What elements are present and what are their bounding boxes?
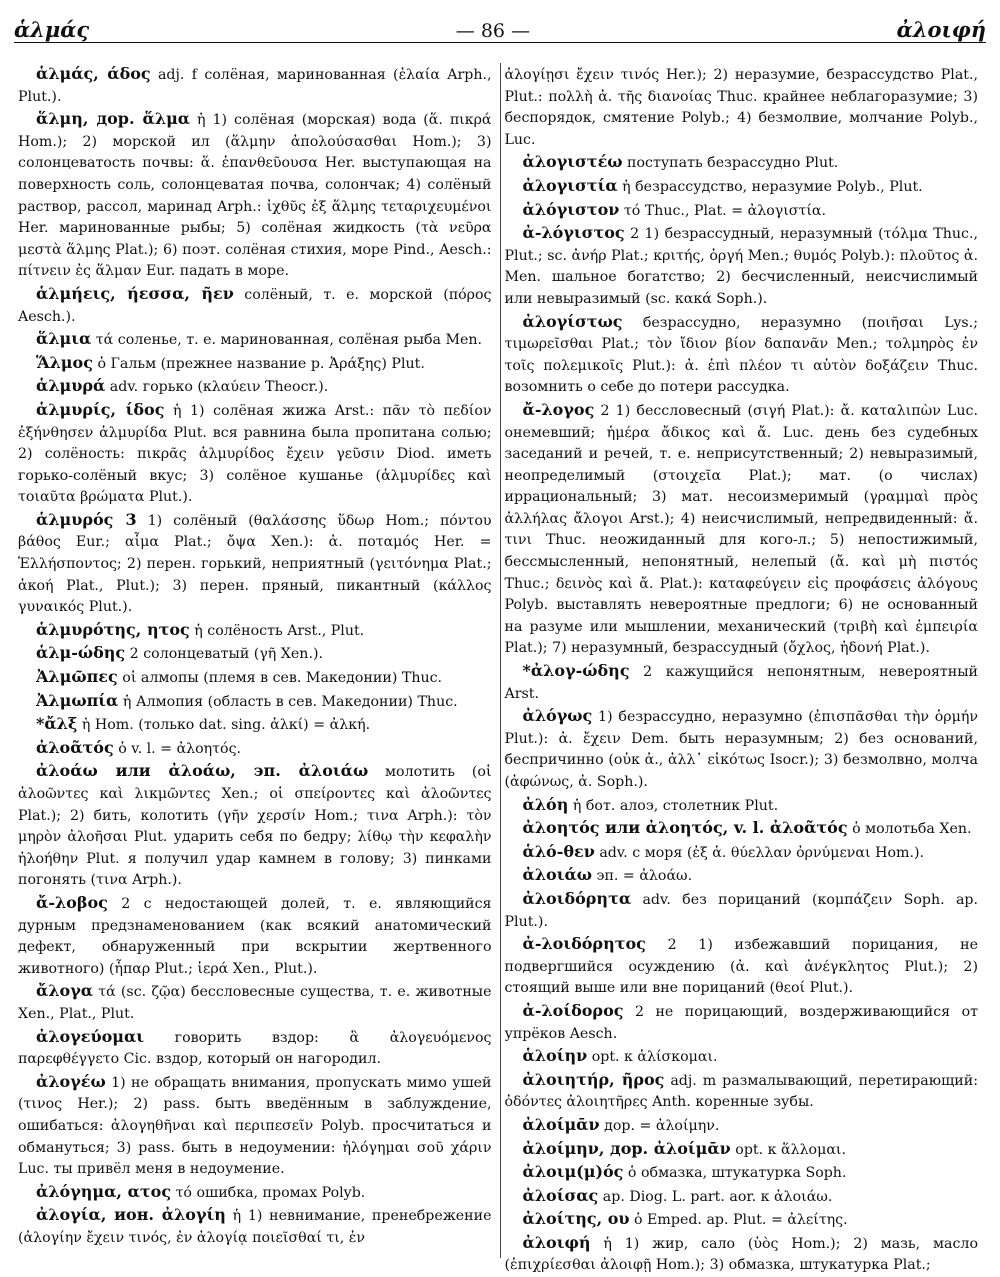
dictionary-entry xyxy=(505,933,979,1000)
entry-definition: молотить (οἱ ἀλοῶντες καὶ λικμῶντες Xen.; οἱ σπείροντες καὶ ἀλοῶντες Plat.); 2) бить, колотить (γῆν χερσίν Hom.; τινα Arph.): τὸν μηρὸν ἀλοῆσαι Plut. ударить себя по бедру; λίθῳ τὴν κεφαλὴν ἠλοήθην Plut. я получил удар камнем в голову; 3) пинками погонять (τινα Arph.). xyxy=(18,764,492,889)
entry-headword: ἀλοιμ(μ)ός xyxy=(522,1162,624,1182)
dictionary-entry xyxy=(18,352,492,376)
entry-headword: ἁλοίην xyxy=(522,1046,588,1066)
entry-definition: ἡ 1) невнимание, пренебрежение (ἀλογίην ἔχειν τινός, ἐν ἀλογίᾳ ποιεῖσθαί τι, ἐν xyxy=(18,1208,492,1246)
entry-headword: ἀλοίσας xyxy=(522,1185,599,1205)
dictionary-entry xyxy=(18,509,492,619)
entry-headword: ἀλογιστέω xyxy=(522,152,623,172)
dictionary-entry xyxy=(505,1069,979,1114)
dictionary-entry xyxy=(505,1000,979,1045)
left-column xyxy=(14,63,501,1258)
dictionary-entry xyxy=(18,980,492,1025)
entry-headword: ἄλογα xyxy=(36,981,94,1001)
entry-definition: ὁ молотьба Xen. xyxy=(847,821,972,838)
entry-headword: ἀλογία, ион. ἀλογίη xyxy=(36,1205,226,1225)
dictionary-entry xyxy=(18,108,492,283)
entry-headword: ἄ-λογος xyxy=(522,399,595,419)
entry-headword: ἁλμυρά xyxy=(36,376,106,396)
entry-headword: ἀλογιστία xyxy=(522,175,618,195)
entry-headword: ἀλογεύομαι xyxy=(36,1026,145,1046)
dictionary-entry xyxy=(505,705,979,793)
entry-headword: ἀ-λοιδόρητος xyxy=(522,934,646,954)
dictionary-entry xyxy=(505,794,979,818)
entry-headword: *ἄλξ xyxy=(36,714,78,734)
entry-definition: говорить вздор: ἃ ἀλογευόμενος παρεφθέγγετο Cic. вздор, который он нагородил. xyxy=(18,1029,492,1068)
dictionary-entry xyxy=(18,375,492,399)
entry-headword: ἀλόγημα, ατος xyxy=(36,1181,172,1201)
header-left-word: ἁλμάς xyxy=(14,17,90,42)
dictionary-entry xyxy=(505,660,979,705)
dictionary-entry xyxy=(505,63,979,151)
dictionary-entry xyxy=(505,1045,979,1069)
entry-definition: 1) солёный (θαλάσσης ὕδωρ Hom.; πόντου βάθος Eur.; αἷμα Plat.; ὄψα Xen.): ἁ. ποταμός Her. = Ἑλλήσποντος; 2) перен. горький, неприятный (γειτόνημα Plat.; ἀκοή Plat., Plut.); 3) перен. пряный, пикантный (κάλλος γυναικός Plut.). xyxy=(18,512,492,616)
entry-definition: ἀλογίῃσι ἔχειν τινός Her.); 2) неразумие, безрассудство Plat., Plut.: πολλὴ ἀ. τῆς διανοίας Thuc. крайнее неблагоразумие; 3) беспорядок, смятение Polyb.; 4) безмолвие, молчание Polyb., Luc. xyxy=(504,67,978,148)
dictionary-entry xyxy=(18,399,492,509)
dictionary-entry xyxy=(18,737,492,761)
dictionary-entry xyxy=(505,222,979,310)
entry-definition: 2 1) безрассудный, неразумный (τόλμα Thuc., Plut.; sc. ἀνήρ Plat.; κριτής, ὀργή Men.; θυμός Polyb.): πλοῦτος ἀ. Men. шальное богатство; 2) бесчисленный, неисчислимый или невыразимый (sc. κακά Soph.). xyxy=(504,226,978,307)
entry-headword: ἀλογέω xyxy=(36,1071,106,1091)
entry-definition: adv. с моря (ἐξ ἁ. θύελλαν ὀρνύμεναι Hom.). xyxy=(594,844,925,861)
entry-headword: ἅλμη, дор. ἅλμα xyxy=(36,109,191,129)
dictionary-entry xyxy=(505,817,979,841)
entry-headword: ἀλόη xyxy=(522,794,569,814)
entry-definition: opt. к ἅλλομαι. xyxy=(730,1141,846,1158)
dictionary-entry xyxy=(18,642,492,666)
entry-definition: τό Thuc., Plat. = ἀλογιστία. xyxy=(619,202,826,219)
entry-headword: ἀλοίμᾱν xyxy=(522,1114,600,1134)
entry-definition: 2 кажущийся непонятным, невероятный Arst. xyxy=(504,664,978,702)
dictionary-entry xyxy=(505,1208,979,1232)
entry-headword: ἁλμυρός 3 xyxy=(36,509,137,529)
entry-headword: ἁλμ-ώδης xyxy=(36,643,126,663)
dictionary-entry xyxy=(18,1026,492,1071)
dictionary-entry xyxy=(505,1114,979,1138)
entry-headword: ἀλογίστως xyxy=(522,311,623,331)
entry-headword: ἀλοάω или ἀλοάω, эп. ἀλοιάω xyxy=(36,761,369,781)
entry-definition: ἡ бот. алоэ, столетник Plut. xyxy=(568,797,779,814)
page-number: — 86 — xyxy=(455,20,531,42)
entry-headword: ἀλοητός или ἀλοητός, v. l. ἀλοᾶτός xyxy=(522,818,848,838)
entry-definition: τό ошибка, промах Polyb. xyxy=(171,1184,366,1201)
entry-definition: ἡ Hom. (только dat. sing. ἀλκί) = ἀλκή. xyxy=(77,717,371,734)
entry-definition: adj. f солёная, маринованная (ἐλαία Arph., Plut.). xyxy=(18,67,492,105)
entry-definition: ἡ 1) жир, сало (ὑὸς Hom.); 2) мазь, масло (ἐπιχρίεσθαι ἀλοιφῇ Hom.); 3) обмазка, штукатурка Plat.; xyxy=(504,1235,978,1274)
entry-definition: ἡ Алмопия (область в сев. Македонии) Thuc. xyxy=(118,693,458,710)
entry-headword: ἅλμια xyxy=(36,329,92,349)
dictionary-entry xyxy=(18,63,492,108)
entry-definition: ap. Diog. L. part. aor. к ἀλοιάω. xyxy=(598,1188,833,1205)
dictionary-entry xyxy=(505,311,979,399)
dictionary-entry xyxy=(505,399,979,660)
entry-definition: безрассудно, неразумно (ποιῆσαι Lys.; τιμωρεῖσθαι Plat.; τὸν ἴδιον βίον δαπανᾶν Men.; τολμηρὸς ἐν τοῖς πολεμικοῖς Plut.): ἀ. ἐπὶ πλέον τι αὑτὸν δοξάζειν Thuc. возомнить о себе до потери рассудка. xyxy=(504,314,978,396)
entry-definition: ὁ Emped. ap. Plut. = ἀλείτης. xyxy=(629,1212,848,1229)
entry-headword: *ἀλογ-ώδης xyxy=(522,661,630,681)
entry-definition: 2 1) избежавший порицания, не подвергшийся осуждению (ἀ. καὶ ἀνέγκλητος Plut.); 2) стоящий выше или вне порицаний (θεοί Plut.). xyxy=(504,937,978,997)
entry-definition: adv. горько (κλαύειν Theocr.). xyxy=(105,379,329,396)
dictionary-entry xyxy=(505,1138,979,1162)
dictionary-entry xyxy=(505,1232,979,1277)
entry-headword: ἀλοιάω xyxy=(522,865,592,885)
entry-headword: ἀλόγως xyxy=(522,706,593,726)
dictionary-entry xyxy=(18,892,492,980)
entry-definition: ἡ 1) солёная жижа Arst.: πᾶν τὸ πεδίον ἐξήνθησεν ἁλμυρίδα Plut. вся равнина была пропитана солью; 2) солёность: πικρᾶς ἁλμυρίδος ἔχειν γεῦσιν Diod. иметь горько-солёный вкус; 3) солёное кушанье (ἁλμυρίδες καὶ τοιαῦτα βρώματα Plut.). xyxy=(18,402,492,506)
dictionary-entry xyxy=(18,283,492,328)
entry-headword: ἁλμυρίς, ίδος xyxy=(36,399,165,419)
entry-headword: ἀλοιητήρ, ῆρος xyxy=(522,1069,665,1089)
entry-definition: 2 с недостающей долей, т. е. являющийся дурным предзнаменованием (как всякий анатомический дефект, обнаруженный при вскрытии жертвенного животного) (ἧπαρ Plut.; ἱερά Xen., Plut.). xyxy=(18,895,492,977)
entry-definition: ὁ Гальм (прежнее название р. Ἀράξης) Plut. xyxy=(92,355,425,372)
entry-definition: opt. к ἁλίσκομαι. xyxy=(587,1049,718,1066)
entry-definition: поступать безрассудно Plut. xyxy=(622,155,839,172)
dictionary-entry xyxy=(505,199,979,223)
entry-headword: ἁλμήεις, ήεσσα, ῆεν xyxy=(36,283,234,303)
entry-definition: дор. = ἀλοίμην. xyxy=(599,1117,720,1134)
entry-definition: 1) безрассудно, неразумно (ἐπισπᾶσθαι τὴν ὁρμήν Plut.): ἀ. ἔχειν Dem. быть неразумным; 2) без оснований, беспричинно (οὐκ ἀ., ἀλλ᾽ εἰκότως Isocr.); 3) безмолвно, молча (ἀφώνως, ἀ. Soph.). xyxy=(504,709,978,790)
entry-headword: ἁλμάς, άδος xyxy=(36,64,151,83)
dictionary-entry xyxy=(18,1181,492,1205)
entry-definition: 2 не порицающий, воздерживающийся от упрёков Aesch. xyxy=(504,1003,978,1042)
dictionary-entry xyxy=(18,690,492,714)
right-column xyxy=(501,63,987,1274)
entry-definition: ἡ 1) солёная (морская) вода (ἅ. πικρά Hom.); 2) морской ил (ἅλμην ἀπολούσασθαι Hom.); 3) солонцеватость почвы: ἅ. ἐπανθεῦουσα Her. выступающая на поверхность соль, солонцеватая почва, солончак; 4) солёный раствор, рассол, маринад Arph.: ἰχθῦς ἐξ ἅλμης τεταριχευμένοι Her. маринованные рыбы; 5) солёная жидкость (τὰ νεῦρα μεστὰ ἅλμης Plat.); 6) поэт. солёная стихия, море Pind., Aesch.: πίτνειν ἐς ἅλμαν Eur. падать в море. xyxy=(18,112,492,280)
entry-headword: ἀλοᾶτός xyxy=(36,737,114,757)
dictionary-entry xyxy=(18,760,492,892)
dictionary-entry xyxy=(505,888,979,933)
dictionary-entry xyxy=(505,151,979,175)
dictionary-entry xyxy=(18,1071,492,1181)
two-column-body xyxy=(14,63,986,1274)
header-right-word: ἀλοιφή xyxy=(896,17,986,42)
entry-headword: ἀλοιδόρητα xyxy=(522,888,632,908)
running-header xyxy=(14,10,986,43)
dictionary-entry xyxy=(18,1204,492,1249)
entry-headword: ἁλμυρότης, ητος xyxy=(36,619,190,639)
dictionary-entry xyxy=(505,841,979,865)
dictionary-entry xyxy=(18,328,492,352)
entry-headword: ἁλό-θεν xyxy=(522,841,595,861)
entry-definition: τά соленье, т. е. маринованная, солёная рыба Men. xyxy=(91,332,483,349)
entry-definition: ὁ обмазка, штукатурка Soph. xyxy=(623,1165,847,1182)
entry-definition: ἡ безрассудство, неразумие Polyb., Plut. xyxy=(617,178,923,195)
entry-headword: ἄ-λοβος xyxy=(36,892,108,912)
entry-definition: 1) не обращать внимания, пропускать мимо ушей (τινος Her.); 2) pass. быть введённым в заблуждение, ошибаться: ἀλογηθῆναι καὶ περιπεσεῖν Polyb. просчитаться и обмануться; 3) pass. быть в недоумении: ἠλόγημαι σοῦ χάριν Luc. ты привёл меня в недоумение. xyxy=(18,1074,492,1178)
entry-definition: τά (sc. ζῷα) бессловесные существа, т. е. животные Xen., Plat., Plut. xyxy=(18,984,492,1022)
entry-definition: 2 1) бессловесный (σιγή Plat.): ἄ. καταλιπὼν Luc. онемевший; ἡμέρα ἄδικος καὶ ἄ. Luc. день без судебных заседаний и речей, т. е. неприсутственный; 2) невыразимый, неопределимый (στοιχεῖα Plat.); мат. (о числах) иррациональный; 3) мат. несоизмеримый (γραμμαὶ πρὸς ἀλλήλας ἄλογοι Arst.); 4) неисчислимый, непредвиденный: ἄ. τινι Thuc. неожиданный для кого-л.; 5) непостижимый, бессмысленный, непонятный, нелепый (ἄ. καὶ μὴ πιστός Thuc.; δεινὸς καὶ ἄ. Plat.): καταφεύγειν εἰς προφάσεις ἀλόγους Polyb. выставлять невероятные предлоги; 6) не основанный на разуме или мышлении, механический (τριβὴ καὶ ἐμπειρία Plat.); 7) неразумный, безрассудный (ὄχλος, ἡδονή Plat.). xyxy=(504,402,978,657)
dictionary-entry xyxy=(505,864,979,888)
dictionary-entry xyxy=(18,666,492,690)
entry-definition: эп. = ἀλοάω. xyxy=(592,868,693,885)
entry-definition: adj. m размалывающий, перетирающий: ὀδόντες ἀλοιητῆρες Anth. коренные зубы. xyxy=(504,1072,978,1111)
dictionary-entry xyxy=(505,175,979,199)
entry-headword: ἀλοίτης, ου xyxy=(522,1209,630,1229)
entry-definition: ἡ солёность Arst., Plut. xyxy=(189,622,365,639)
entry-headword: Ἀλμῶπες xyxy=(36,667,118,687)
entry-headword: ἀ-λοίδορος xyxy=(522,1000,624,1020)
entry-headword: ἀ-λόγιστος xyxy=(522,223,625,243)
dictionary-entry xyxy=(18,713,492,737)
entry-headword: ἀλοιφή xyxy=(522,1232,591,1252)
entry-headword: Ἀλμωπία xyxy=(36,690,119,710)
entry-definition: солёный, т. е. морской (πόρος Aesch.). xyxy=(18,286,492,325)
entry-headword: ἀλόγιστον xyxy=(522,199,620,219)
entry-headword: Ἅλμος xyxy=(36,352,93,372)
entry-definition: ὁ v. l. = ἀλοητός. xyxy=(113,740,242,757)
entry-definition: 2 солонцеватый (γῆ Xen.). xyxy=(125,646,324,663)
entry-headword: ἀλοίμην, дор. ἀλοίμᾱν xyxy=(522,1138,731,1158)
dictionary-entry xyxy=(505,1161,979,1185)
dictionary-entry xyxy=(505,1185,979,1209)
dictionary-entry xyxy=(18,619,492,643)
entry-definition: adv. без порицаний (κομπάζειν Soph. ap. Plut.). xyxy=(504,891,978,930)
entry-definition: οἱ алмопы (племя в сев. Македонии) Thuc. xyxy=(117,670,443,687)
